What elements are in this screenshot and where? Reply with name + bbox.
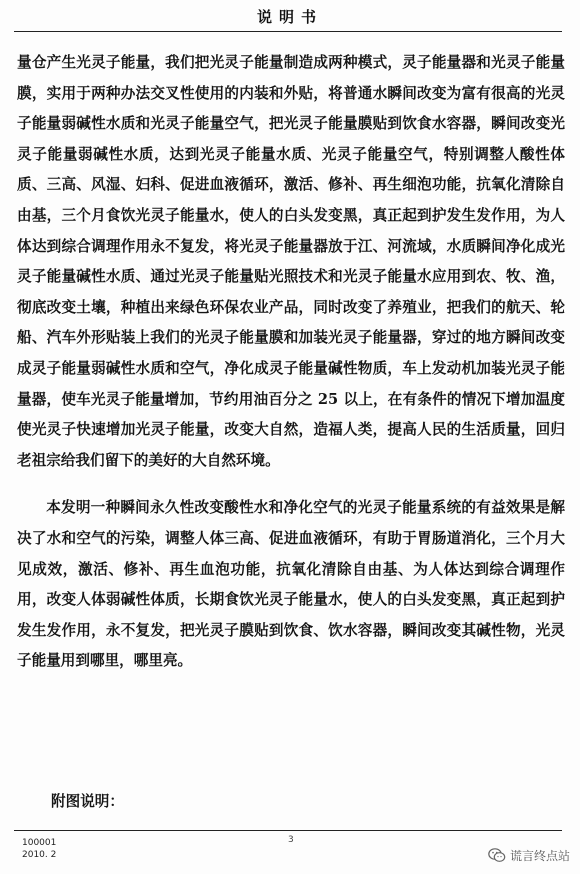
body-paragraph-2: 本发明一种瞬间永久性改变酸性水和净化空气的光灵子能量系统的有益效果是解决了水和空气的污染，调整人体三高、促进血液循环，有助于胃肠道消化，三个月大见成效，激活、修补、再生血泡功能，抗氧化清除自由基、为人体达到综合调理作用，改变人体弱碱性体质，长期食饮光灵子能量水，使人的白头发变黑，真正起到护发生发作用，永不复发，把光灵子膜贴到饮食、饮水容器，瞬间改变其碱性物，光灵子能量用到哪里，哪里亮。: [17, 499, 565, 670]
wechat-logo-icon: [488, 848, 506, 863]
form-code-date: 2010. 2: [22, 850, 57, 860]
footer-divider: [14, 830, 562, 831]
document-body: [17, 48, 565, 677]
form-code: [22, 837, 56, 861]
watermark-text: 谎言终点站: [509, 849, 570, 863]
watermark: [488, 847, 570, 864]
header-divider: [14, 31, 562, 32]
form-code-number: 100001: [22, 838, 57, 848]
page-title: 说明书: [256, 8, 323, 26]
body-paragraph-1: 量仓产生光灵子能量，我们把光灵子能量制造成两种模式，灵子能量器和光灵子能量膜，实用于两种办法交叉性使用的内装和外贴，将普通水瞬间改变为富有很高的光灵子能量弱碱性水质和光灵子能量空气，把光灵子能量膜贴到饮食水容器，瞬间改变光灵子能量弱碱性水质，达到光灵子能量水质、光灵子能量空气，特别调整人酸性体质、三高、风湿、妇科、促进血液循环，激活、修补、再生细泡功能，抗氧化清除自由基，三个月食饮光灵子能量水，使人的白头发变黑，真正起到护发生发作用，为人体达到综合调理作用永不复发，将光灵子能量器放于江、河流域，水质瞬间净化成光灵子能量碱性水质、通过光灵子能量贴光照技术和光灵子能量水应用到农、牧、渔，彻底改变土壤，种植出来绿色环保农业产品，同时改变了养殖业，把我们的航天、轮船、汽车外形贴装上我们的光灵子能量膜和加装光灵子能量器，穿过的地方瞬间改变成灵子能量弱碱性水质和空气，净化成灵子能量碱性物质，车上发动机加装光灵子能量器，使车光灵子能量增加，节约用油百分之 25 以上，在有条件的情况下增加温度使光灵子快速增加光灵子能量，改变大自然，造福人类，提高人民的生活质量，回归老祖宗给我们留下的美好的大自然环境。: [17, 54, 565, 469]
page-number: 3: [288, 835, 294, 845]
figure-description-heading: 附图说明：: [51, 793, 124, 810]
